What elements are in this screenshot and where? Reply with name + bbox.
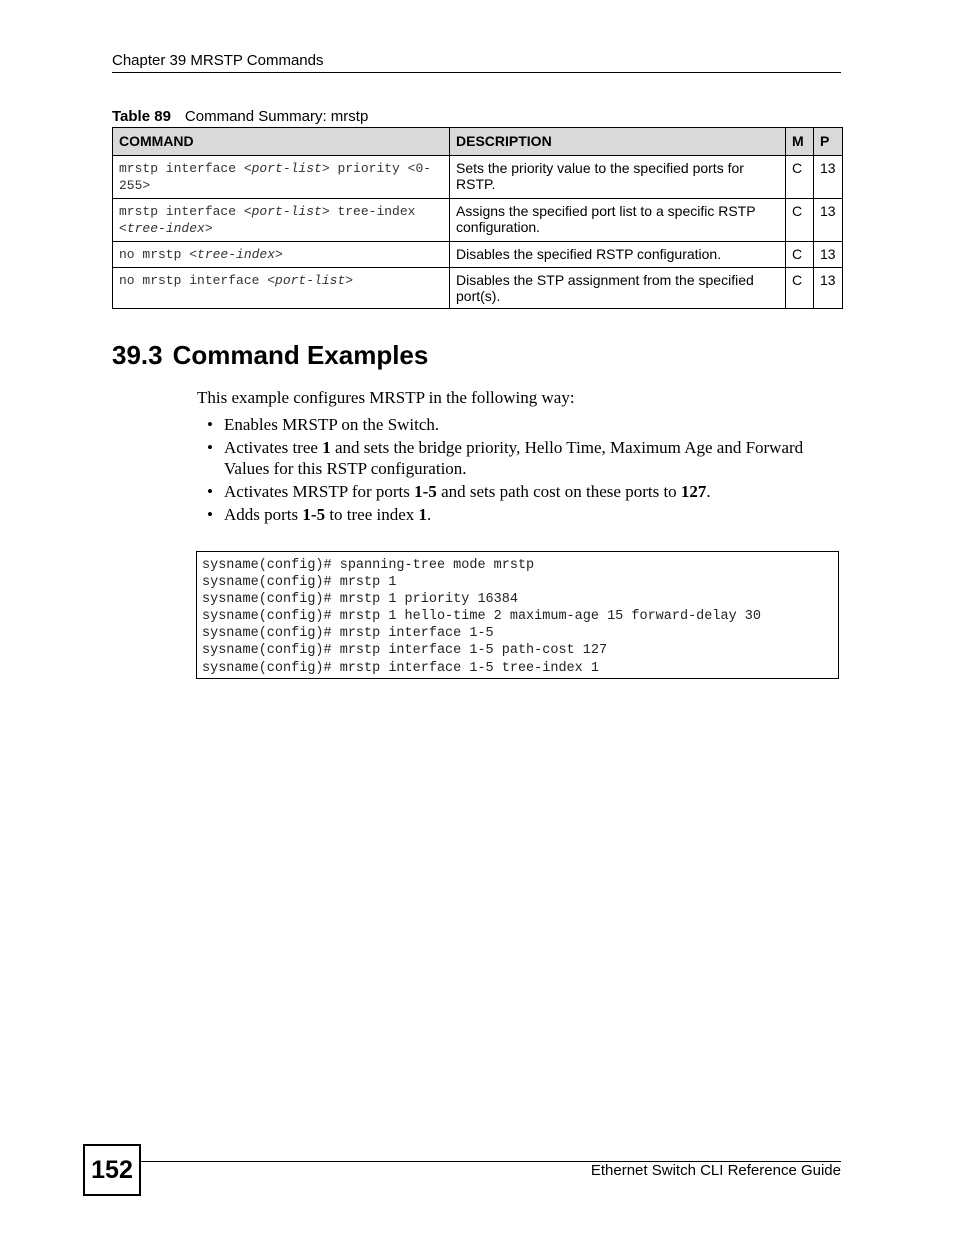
command-cell <box>113 199 450 242</box>
code-line: sysname(config)# mrstp 1 hello-time 2 maximum-age 15 forward-delay 30 <box>202 609 761 625</box>
chapter-header: Chapter 39 MRSTP Commands <box>112 52 324 69</box>
command-cell <box>113 156 450 199</box>
description-cell: Disables the specified RSTP configuration. <box>450 242 786 268</box>
bullet-text: Activates MRSTP for ports <box>224 482 415 501</box>
column-header-m: M <box>786 128 814 156</box>
section-number: 39.3 <box>112 340 163 370</box>
command-parameter: tree-index <box>126 221 205 236</box>
command-cell <box>113 268 450 309</box>
section-heading <box>112 340 428 371</box>
table-caption <box>112 108 368 125</box>
privilege-cell: 13 <box>814 156 843 199</box>
table-row <box>113 199 843 242</box>
command-text: no mrstp < <box>119 247 198 262</box>
bullet-item <box>197 414 837 435</box>
page-number: 152 <box>83 1144 141 1196</box>
code-line: sysname(config)# mrstp interface 1-5 tree-index 1 <box>202 660 599 676</box>
bullet-emphasis: 1-5 <box>302 505 326 524</box>
bullet-text: Enables MRSTP on the Switch. <box>224 415 440 434</box>
bullet-emphasis: 127 <box>680 482 707 501</box>
command-text: > <box>275 247 283 262</box>
command-text: > priority <0-255> <box>119 161 432 193</box>
description-cell: Disables the STP assignment from the specified port(s). <box>450 268 786 309</box>
table-row <box>113 156 843 199</box>
table-caption-title: Command Summary: mrstp <box>184 108 369 125</box>
description-cell: Sets the priority value to the specified ports for RSTP. <box>450 156 786 199</box>
column-header-description: DESCRIPTION <box>450 128 786 156</box>
command-summary-table <box>112 127 843 309</box>
bullet-dot-icon: • <box>207 438 213 457</box>
table-caption-label: Table 89 <box>112 108 171 125</box>
column-header-command: COMMAND <box>113 128 450 156</box>
header-rule <box>112 72 841 73</box>
table-header-row <box>113 128 843 156</box>
command-text: no mrstp interface < <box>119 273 276 288</box>
bullet-emphasis: 1-5 <box>414 482 437 501</box>
bullet-dot-icon: • <box>207 415 213 434</box>
bullet-item <box>197 481 837 502</box>
command-cell <box>113 242 450 268</box>
code-line: sysname(config)# mrstp 1 priority 16384 <box>202 592 518 608</box>
bullet-item <box>197 437 837 479</box>
privilege-cell: 13 <box>814 199 843 242</box>
bullet-emphasis: 1 <box>322 438 331 457</box>
mode-cell: C <box>786 199 814 242</box>
bullet-dot-icon: • <box>207 505 213 524</box>
command-text: mrstp interface < <box>119 161 252 176</box>
bullet-text: . <box>706 482 711 501</box>
section-title: Command Examples <box>172 340 429 370</box>
bullet-text: to tree index <box>325 505 419 524</box>
command-parameter: port-list <box>251 161 322 176</box>
code-line: sysname(config)# mrstp 1 <box>202 575 397 591</box>
command-parameter: port-list <box>251 204 322 219</box>
bullet-item <box>197 504 837 525</box>
command-text: > tree-index < <box>119 204 416 236</box>
privilege-cell: 13 <box>814 268 843 309</box>
table-row <box>113 268 843 309</box>
example-bullet-list <box>197 414 837 527</box>
privilege-cell: 13 <box>814 242 843 268</box>
code-example-box <box>196 551 839 679</box>
bullet-text: and sets path cost on these ports to <box>436 482 681 501</box>
bullet-text: Adds ports <box>224 505 303 524</box>
intro-paragraph: This example configures MRSTP in the following way: <box>197 388 575 407</box>
code-line: sysname(config)# mrstp interface 1-5 <box>202 626 494 642</box>
mode-cell: C <box>786 242 814 268</box>
command-parameter: tree-index <box>197 247 276 262</box>
mode-cell: C <box>786 156 814 199</box>
mode-cell: C <box>786 268 814 309</box>
column-header-p: P <box>814 128 843 156</box>
table-row <box>113 242 843 268</box>
code-line: sysname(config)# mrstp interface 1-5 path-cost 127 <box>202 643 608 659</box>
bullet-emphasis: 1 <box>418 505 428 524</box>
command-parameter: port-list <box>275 273 346 288</box>
bullet-text: and sets the bridge priority, Hello Time, Maximum Age and Forward Values for this RSTP configuration. <box>224 438 804 478</box>
bullet-dot-icon: • <box>207 482 213 501</box>
bullet-text: Activates tree <box>224 438 323 457</box>
command-text: > <box>345 273 354 288</box>
command-text: > <box>204 221 213 236</box>
description-cell: Assigns the specified port list to a specific RSTP configuration. <box>450 199 786 242</box>
bullet-text: . <box>427 505 432 524</box>
guide-title: Ethernet Switch CLI Reference Guide <box>590 1162 841 1179</box>
code-line: sysname(config)# spanning-tree mode mrstp <box>202 558 535 573</box>
command-text: mrstp interface < <box>119 204 252 219</box>
